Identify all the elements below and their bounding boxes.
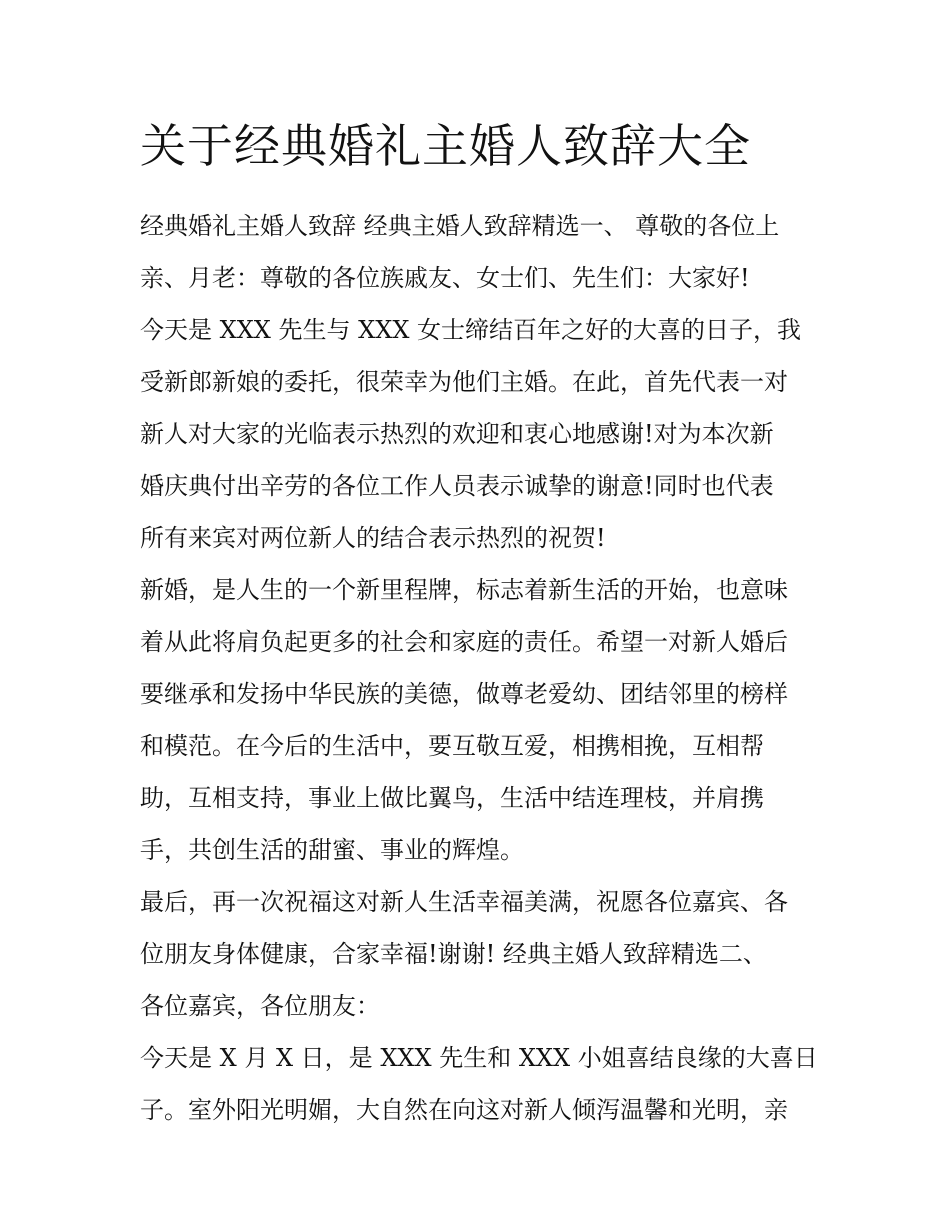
document-body — [140, 200, 830, 1136]
body-line: 各位嘉宾，各位朋友： — [140, 992, 380, 1020]
body-line: 和模范。在今后的生活中，要互敬互爱，相携相挽，互相帮 — [140, 732, 764, 760]
body-line: 亲、月老：尊敬的各位族戚友、女士们、先生们：大家好! — [140, 264, 750, 292]
body-line: 最后，再一次祝福这对新人生活幸福美满，祝愿各位嘉宾、各 — [140, 888, 788, 916]
body-line: 今天是 X 月 X 日，是 XXX 先生和 XXX 小姐喜结良缘的大喜日 — [140, 1044, 818, 1072]
body-line: 要继承和发扬中华民族的美德，做尊老爱幼、团结邻里的榜样 — [140, 680, 788, 708]
body-line: 新婚，是人生的一个新里程牌，标志着新生活的开始，也意味 — [140, 576, 788, 604]
body-line: 受新郎新娘的委托，很荣幸为他们主婚。在此，首先代表一对 — [140, 368, 788, 396]
body-line: 经典婚礼主婚人致辞 经典主婚人致辞精选一、 尊敬的各位上 — [140, 212, 780, 240]
body-line: 今天是 XXX 先生与 XXX 女士缔结百年之好的大喜的日子，我 — [140, 316, 802, 344]
body-line: 新人对大家的光临表示热烈的欢迎和衷心地感谢!对为本次新 — [140, 420, 774, 448]
body-line: 子。室外阳光明媚，大自然在向这对新人倾泻温馨和光明，亲 — [140, 1096, 788, 1124]
body-line: 婚庆典付出辛劳的各位工作人员表示诚挚的谢意!同时也代表 — [140, 472, 774, 500]
body-line: 着从此将肩负起更多的社会和家庭的责任。希望一对新人婚后 — [140, 628, 788, 656]
document-title: 关于经典婚礼主婚人致辞大全 — [140, 119, 751, 173]
body-line: 位朋友身体健康，合家幸福!谢谢! 经典主婚人致辞精选二、 — [140, 940, 767, 968]
body-line: 助，互相支持，事业上做比翼鸟，生活中结连理枝，并肩携 — [140, 784, 764, 812]
body-line: 手，共创生活的甜蜜、事业的辉煌。 — [140, 836, 524, 864]
body-line: 所有来宾对两位新人的结合表示热烈的祝贺! — [140, 524, 606, 552]
